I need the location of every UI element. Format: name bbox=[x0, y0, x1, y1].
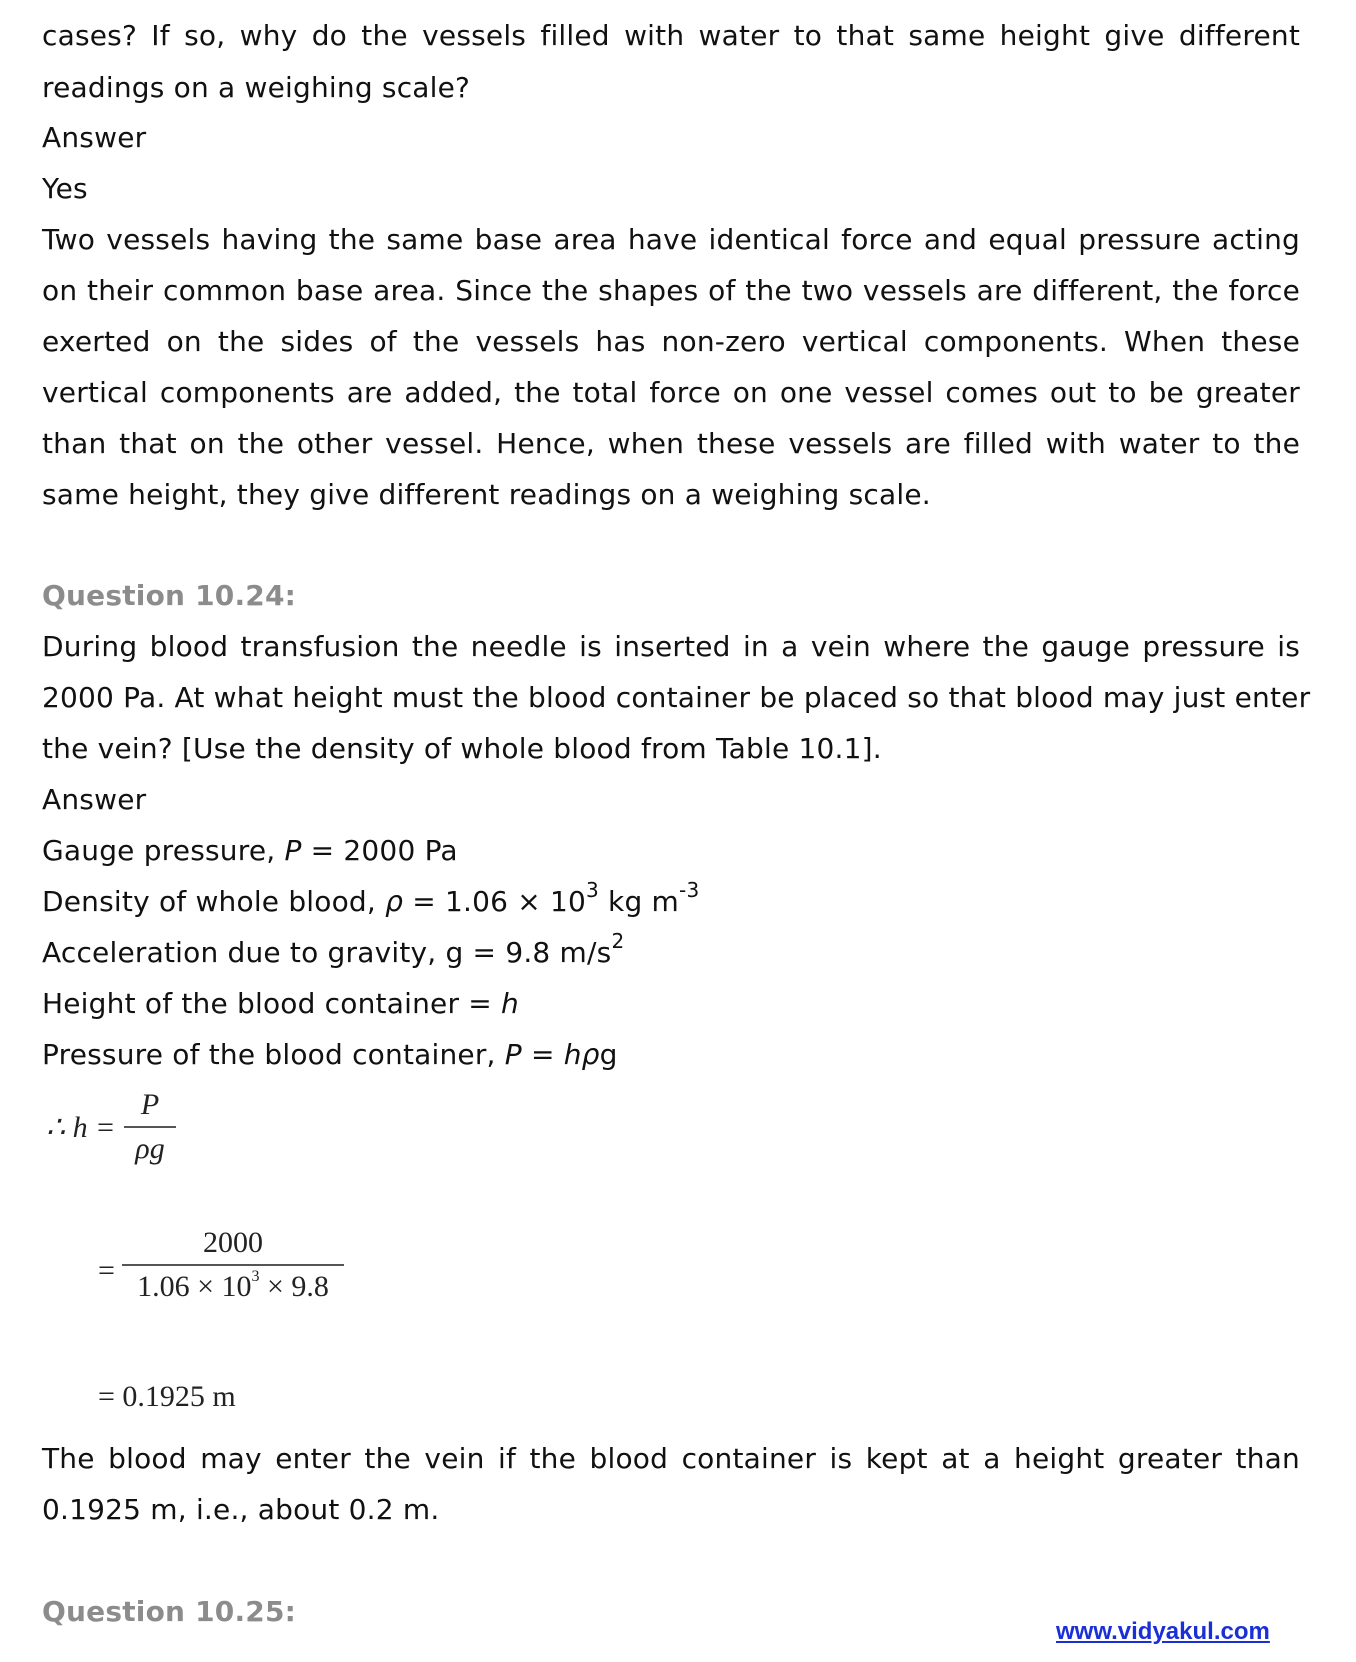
prev-explanation-line-1: Two vessels having the same base area have identical force and equal pressure acting bbox=[42, 223, 1300, 256]
question-24-answer-label: Answer bbox=[42, 783, 147, 816]
prev-question-line-2: readings on a weighing scale? bbox=[42, 71, 471, 104]
result-value: = 0.1925 m bbox=[98, 1380, 236, 1413]
equals-sign: = bbox=[98, 1254, 115, 1287]
question-24-text-line-3: the vein? [Use the density of whole blood from Table 10.1]. bbox=[42, 732, 882, 765]
given-gravity: Acceleration due to gravity, g = 9.8 $m/s^2$ bbox=[42, 928, 625, 969]
given-blood-density: Density of whole blood, $\rho = 1.06 \times 10^3$ kg $m^{-3}$ bbox=[42, 877, 700, 918]
prev-explanation-line-5: than that on the other vessel. Hence, when these vessels are filled with water to the bbox=[42, 427, 1300, 460]
prev-explanation-line-2: on their common base area. Since the shapes of the two vessels are different, the force bbox=[42, 274, 1300, 307]
prev-explanation-line-4: vertical components are added, the total force on one vessel comes out to be greater bbox=[42, 376, 1300, 409]
fraction-p-over-rho-g bbox=[124, 1088, 176, 1166]
question-24-heading: Question 10.24: bbox=[42, 579, 297, 612]
conclusion-line-1: The blood may enter the vein if the blood container is kept at a height greater than bbox=[42, 1442, 1300, 1475]
given-container-pressure: Pressure of the blood container, P = hρg bbox=[42, 1038, 618, 1071]
fraction-numeric bbox=[122, 1226, 344, 1304]
fraction-numerator: P bbox=[124, 1088, 176, 1128]
prev-answer-label: Answer bbox=[42, 121, 147, 154]
fraction-numeric-denominator: $1.06 \times 10^3 \times 9.8$ bbox=[137, 1268, 329, 1303]
given-container-height: Height of the blood container = h bbox=[42, 987, 519, 1020]
fraction-denominator: ρg bbox=[135, 1132, 165, 1165]
prev-answer-yes: Yes bbox=[42, 172, 88, 205]
question-25-heading: Question 10.25: bbox=[42, 1595, 297, 1628]
vidyakul-website-link[interactable]: www.vidyakul.com bbox=[1056, 1618, 1270, 1645]
fraction-numeric-numerator: 2000 bbox=[122, 1226, 344, 1266]
question-24-text-line-2: 2000 Pa. At what height must the blood container be placed so that blood may just enter bbox=[42, 681, 1311, 714]
prev-explanation-line-6: same height, they give different readings on a weighing scale. bbox=[42, 478, 931, 511]
question-24-text-line-1: During blood transfusion the needle is inserted in a vein where the gauge pressure is bbox=[42, 630, 1300, 663]
conclusion-line-2: 0.1925 m, i.e., about 0.2 m. bbox=[42, 1493, 440, 1526]
given-gauge-pressure: Gauge pressure, P = 2000 Pa bbox=[42, 834, 458, 867]
prev-explanation-line-3: exerted on the sides of the vessels has non-zero vertical components. When these bbox=[42, 325, 1300, 358]
prev-question-line-1: cases? If so, why do the vessels filled with water to that same height give different bbox=[42, 19, 1300, 52]
therefore-h-equals: ∴ h = bbox=[46, 1111, 116, 1144]
